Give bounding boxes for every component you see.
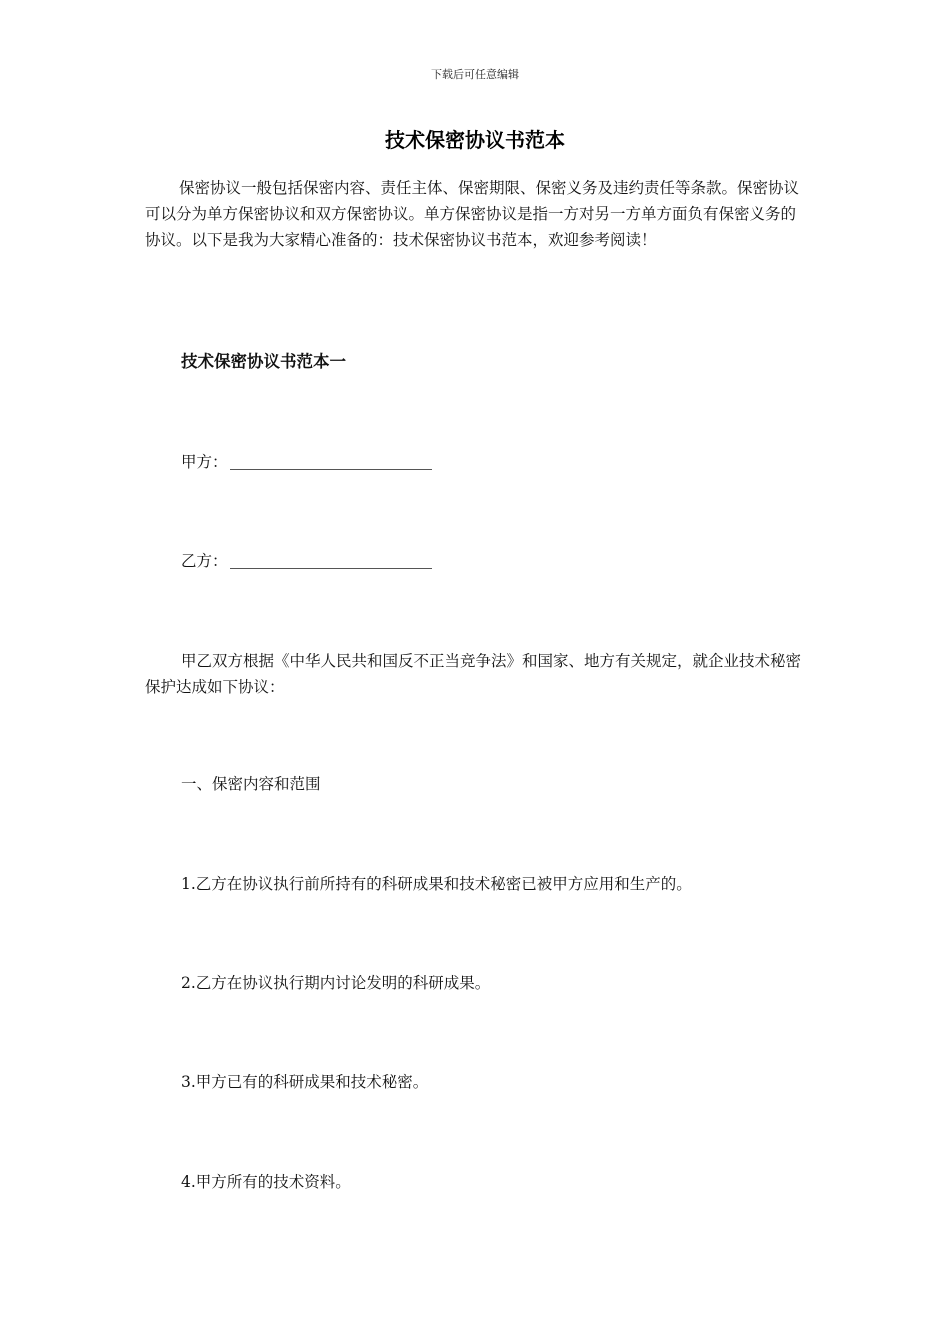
party-b-blank (230, 550, 432, 569)
party-b-line (181, 548, 432, 574)
party-a-blank (230, 451, 432, 470)
list-item: 3.甲方已有的科研成果和技术秘密。 (181, 1073, 429, 1091)
intro-paragraph: 保密协议一般包括保密内容、责任主体、保密期限、保密义务及违约责任等条款。保密协议可以分为单方保密协议和双方保密协议。单方保密协议是指一方对另一方单方面负有保密义务的协议。以下是我为大家精心准备的：技术保密协议书范本，欢迎参考阅读！ (145, 179, 800, 249)
article-1-heading: 一、保密内容和范围 (181, 775, 321, 793)
list-item: 2.乙方在协议执行期内讨论发明的科研成果。 (181, 974, 491, 992)
agreement-basis-paragraph: 甲乙双方根据《中华人民共和国反不正当竞争法》和国家、地方有关规定，就企业技术秘密保护达成如下协议： (145, 652, 802, 696)
list-item: 4.甲方所有的技术资料。 (181, 1173, 351, 1191)
section-title: 技术保密协议书范本一 (181, 352, 346, 371)
party-a-line (181, 449, 432, 475)
list-item: 1.乙方在协议执行前所持有的科研成果和技术秘密已被甲方应用和生产的。 (181, 875, 692, 893)
page-header-note: 下载后可任意编辑 (431, 68, 519, 81)
document-title: 技术保密协议书范本 (385, 128, 565, 152)
party-a-label: 甲方： (181, 453, 228, 471)
party-b-label: 乙方： (181, 552, 228, 570)
